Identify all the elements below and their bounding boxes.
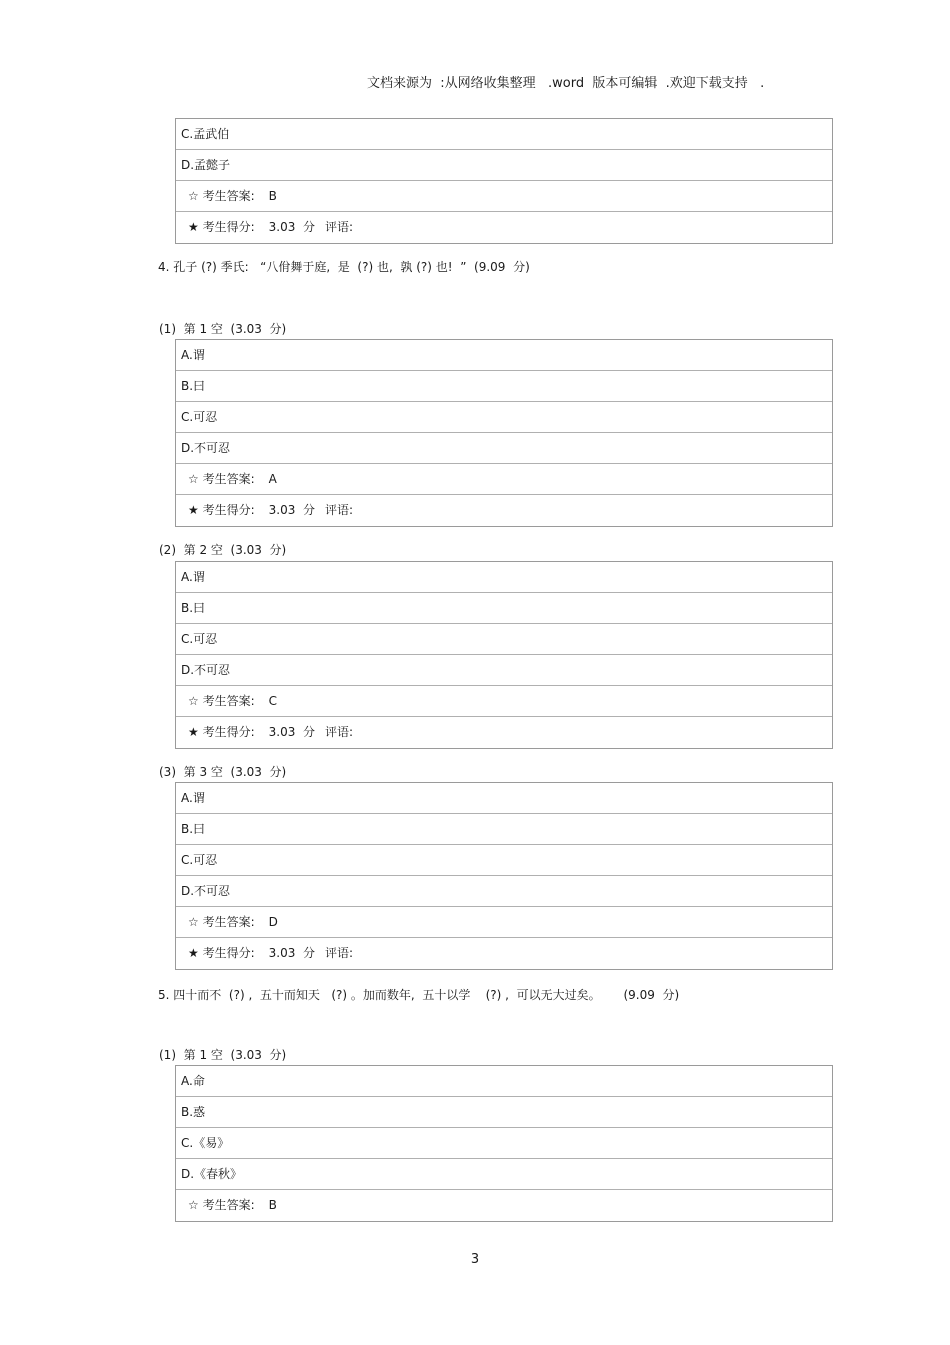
score-value: 3.03 分 [268, 946, 315, 960]
option-a: A.命 [176, 1066, 832, 1097]
option-c: C.可忍 [176, 402, 832, 433]
option-b: B.曰 [176, 593, 832, 624]
answer-label: ☆ 考生答案: [188, 472, 255, 486]
answer-label: ☆ 考生答案: [188, 1198, 255, 1212]
question-4-part-3-box [175, 782, 833, 970]
option-c: C.可忍 [176, 845, 832, 876]
question-3-answer-box [175, 118, 833, 244]
answer-value: B [268, 189, 277, 203]
page-number: 3 [470, 1252, 480, 1267]
student-answer-row [176, 181, 832, 212]
option-a: A.谓 [176, 783, 832, 814]
student-answer-row [176, 1190, 832, 1221]
score-label: ★ 考生得分: [188, 503, 255, 517]
question-4-part-1-box [175, 339, 833, 527]
student-score-row [176, 495, 832, 526]
comment-label: 评语: [324, 725, 354, 739]
option-d: D.孟懿子 [176, 150, 832, 181]
score-label: ★ 考生得分: [188, 946, 255, 960]
comment-label: 评语: [324, 503, 354, 517]
option-b: B.曰 [176, 371, 832, 402]
answer-label: ☆ 考生答案: [188, 915, 255, 929]
question-4-part-3-title: (3) 第 3 空 (3.03 分) [159, 765, 287, 779]
student-answer-row [176, 464, 832, 495]
question-4-title: 4. 孔子 (?) 季氏: “八佾舞于庭, 是 (?) 也, 孰 (?) 也! ” (9.09 分) [158, 260, 530, 274]
question-5-part-1-title: (1) 第 1 空 (3.03 分) [159, 1048, 287, 1062]
comment-label: 评语: [324, 220, 354, 234]
score-value: 3.03 分 [268, 220, 315, 234]
student-score-row [176, 212, 832, 243]
question-5-title: 5. 四十而不 (?) , 五十而知天 (?) 。加而数年, 五十以学 (?) , 可以无大过矣。 (9.09 分) [158, 988, 680, 1002]
option-c: C.可忍 [176, 624, 832, 655]
student-score-row [176, 938, 832, 969]
option-d: D.不可忍 [176, 655, 832, 686]
answer-value: C [268, 694, 278, 708]
option-d: D.不可忍 [176, 433, 832, 464]
answer-value: D [268, 915, 278, 929]
option-a: A.谓 [176, 340, 832, 371]
score-value: 3.03 分 [268, 725, 315, 739]
option-a: A.谓 [176, 562, 832, 593]
student-answer-row [176, 907, 832, 938]
student-answer-row [176, 686, 832, 717]
score-label: ★ 考生得分: [188, 220, 255, 234]
answer-label: ☆ 考生答案: [188, 694, 255, 708]
option-c: C.孟武伯 [176, 119, 832, 150]
question-4-part-1-title: (1) 第 1 空 (3.03 分) [159, 322, 287, 336]
answer-value: B [268, 1198, 277, 1212]
option-b: B.惑 [176, 1097, 832, 1128]
student-score-row [176, 717, 832, 748]
option-c: C.《易》 [176, 1128, 832, 1159]
option-d: D.《春秋》 [176, 1159, 832, 1190]
comment-label: 评语: [324, 946, 354, 960]
score-value: 3.03 分 [268, 503, 315, 517]
question-5-part-1-box [175, 1065, 833, 1222]
answer-label: ☆ 考生答案: [188, 189, 255, 203]
answer-value: A [268, 472, 277, 486]
score-label: ★ 考生得分: [188, 725, 255, 739]
option-d: D.不可忍 [176, 876, 832, 907]
option-b: B.曰 [176, 814, 832, 845]
page-header: 文档来源为 :从网络收集整理 .word 版本可编辑 .欢迎下载支持 . [367, 76, 765, 91]
question-4-part-2-box [175, 561, 833, 749]
question-4-part-2-title: (2) 第 2 空 (3.03 分) [159, 543, 287, 557]
